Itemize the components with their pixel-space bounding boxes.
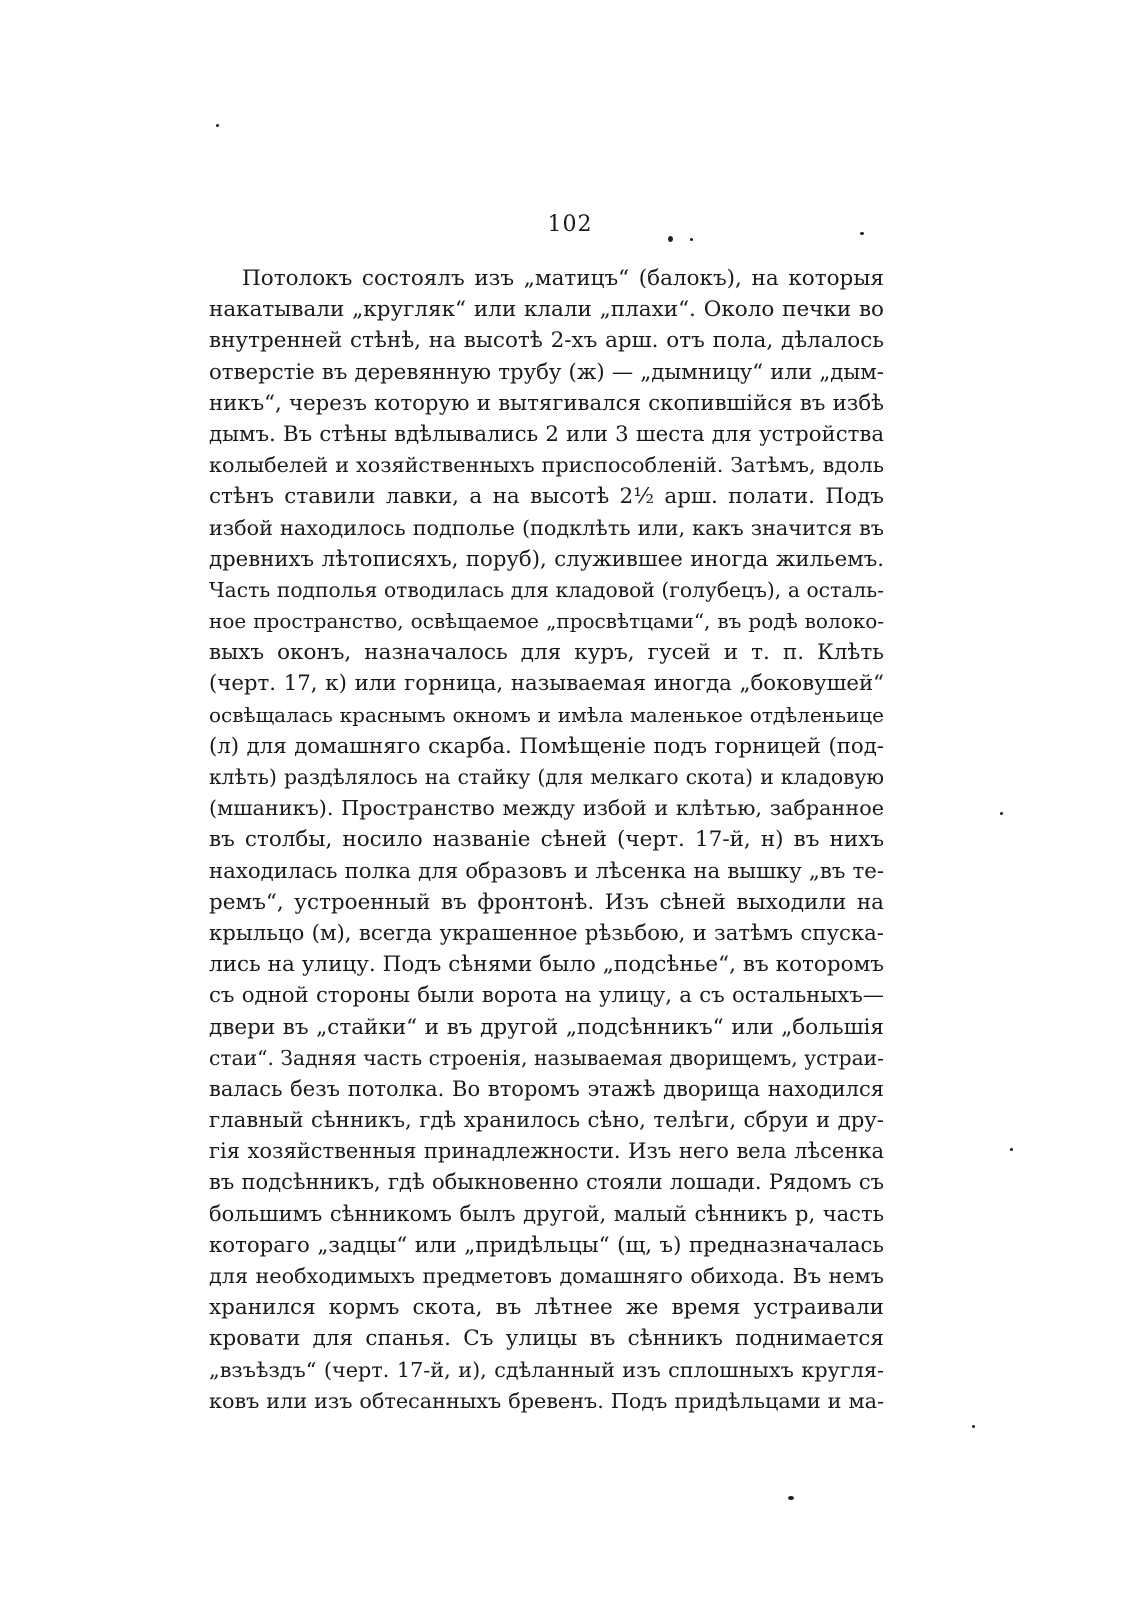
body-text	[209, 263, 884, 1417]
text-line: отверстіе въ деревянную трубу (ж) — „дымницу“ или „дым-	[209, 359, 884, 385]
text-line: въ столбы, носило названіе сѣней (черт. 17-й, н) въ нихъ	[209, 827, 884, 853]
text-line: внутренней стѣнѣ, на высотѣ 2-хъ арш. отъ пола, дѣлалось	[209, 328, 884, 354]
text-line: колыбелей и хозяйственныхъ приспособленій. Затѣмъ, вдоль	[209, 453, 884, 478]
text-line: въ подсѣнникъ, гдѣ обыкновенно стояли лошади. Рядомъ съ	[209, 1170, 884, 1195]
text-line: съ одной стороны были ворота на улицу, а съ остальныхъ—	[209, 983, 884, 1009]
text-line: хранился кормъ скота, въ лѣтнее же время устраивали	[209, 1295, 884, 1321]
text-line: древнихъ лѣтописяхъ, поруб), служившее иногда жильемъ.	[209, 546, 884, 572]
text-line: выхъ оконъ, назначалось для куръ, гусей и т. п. Клѣть	[209, 640, 884, 666]
text-line: ковъ или изъ обтесанныхъ бревенъ. Подъ придѣльцами и ма-	[209, 1388, 884, 1413]
text-line: Часть подполья отводилась для кладовой (голубецъ), а осталь-	[209, 577, 884, 602]
text-line: крыльцо (м), всегда украшенное рѣзьбою, и затѣмъ спуска-	[209, 920, 884, 946]
scan-speck	[1000, 812, 1003, 815]
text-line: (л) для домашняго скарба. Помѣщеніе подъ горницей (под-	[209, 733, 884, 759]
text-line: стаи“. Задняя часть строенія, называемая дворищемъ, устраи-	[209, 1045, 884, 1070]
text-line: главный сѣнникъ, гдѣ хранилось сѣно, телѣги, сбруи и дру-	[209, 1108, 884, 1134]
scan-speck	[216, 124, 219, 127]
text-line: котораго „задцы“ или „придѣльцы“ (щ, ъ) предназначалась	[209, 1232, 884, 1258]
scan-speck	[788, 1496, 794, 1500]
page-number: 102	[547, 212, 593, 237]
text-line: большимъ сѣнникомъ былъ другой, малый сѣнникъ р, часть	[209, 1201, 884, 1226]
text-line: стѣнъ ставили лавки, а на высотѣ 2½ арш. полати. Подъ	[209, 484, 884, 510]
text-line: (мшаникъ). Пространство между избой и клѣтью, забранное	[209, 796, 884, 821]
text-line: клѣть) раздѣлялось на стайку (для мелкаго скота) и кладовую	[209, 765, 884, 789]
scan-speck	[668, 236, 673, 242]
scan-speck	[860, 232, 864, 235]
text-line: дымъ. Въ стѣны вдѣлывались 2 или 3 шеста для устройства	[209, 421, 884, 447]
text-line: кровати для спанья. Съ улицы въ сѣнникъ поднимается	[209, 1326, 884, 1352]
text-line: ное пространство, освѣщаемое „просвѣтцами“, въ родѣ волоко-	[209, 609, 884, 634]
scan-speck	[972, 1425, 975, 1428]
scan-speck	[690, 238, 693, 241]
text-line: двери въ „стайки“ и въ другой „подсѣнникъ“ или „большія	[209, 1014, 884, 1040]
text-line: валась безъ потолка. Во второмъ этажѣ дворища находился	[209, 1076, 884, 1101]
text-line: накатывали „кругляк“ или клали „плахи“. Около печки во	[209, 297, 884, 323]
text-line: гія хозяйственныя принадлежности. Изъ него вела лѣсенка	[209, 1139, 884, 1164]
scan-speck	[1010, 1148, 1013, 1151]
text-line: „взъѣздъ“ (черт. 17-й, и), сдѣланный изъ сплошныхъ кругля-	[209, 1357, 884, 1382]
text-line: лись на улицу. Подъ сѣнями было „подсѣнье“, въ которомъ	[209, 952, 884, 978]
text-line: избой находилось подполье (подклѣть или, какъ значится въ	[209, 515, 884, 540]
text-line: для необходимыхъ предметовъ домашняго обихода. Въ немъ	[209, 1264, 884, 1288]
text-line: Потолокъ состоялъ изъ „матицъ“ (балокъ), на которыя	[242, 266, 884, 291]
text-line: (черт. 17, к) или горница, называемая иногда „боковушей“	[209, 671, 884, 697]
text-line: никъ“, черезъ которую и вытягивался скопившійся въ избѣ	[209, 390, 884, 416]
text-line: освѣщалась краснымъ окномъ и имѣла маленькое отдѣленьице	[209, 702, 884, 727]
text-line: ремъ“, устроенный въ фронтонѣ. Изъ сѣней выходили на	[209, 889, 884, 915]
text-line: находилась полка для образовъ и лѣсенка на вышку „въ те-	[209, 858, 884, 884]
